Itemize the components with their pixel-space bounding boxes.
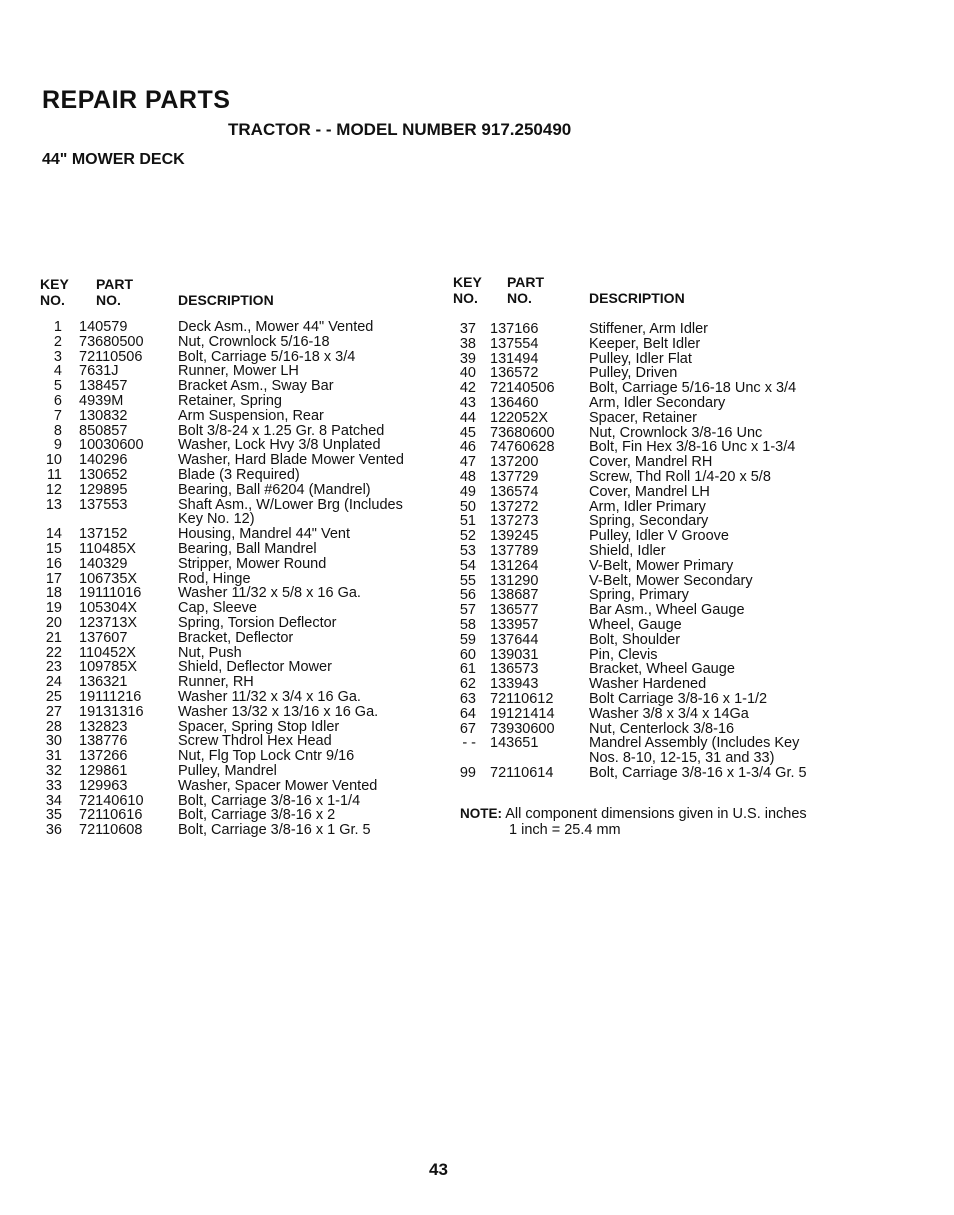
key-number: 32 [45,762,62,779]
part-description: Spring, Torsion Deflector [178,614,337,631]
part-description: Pulley, Idler Flat [589,350,692,367]
key-number: 7 [53,407,62,424]
key-number: 12 [45,481,62,498]
part-row [40,498,440,528]
part-row [40,364,440,379]
part-description: Washer 3/8 x 3/4 x 14Ga [589,705,749,722]
part-number: 139245 [490,528,539,545]
key-number: 67 [459,720,476,737]
part-number: 131264 [490,557,539,574]
part-description: Spacer, Spring Stop Idler [178,718,340,735]
key-number: 10 [45,452,62,469]
part-number: 19121414 [490,705,555,722]
part-row [452,588,832,603]
part-header-line2: NO. [96,292,121,308]
key-header-line2: NO. [40,292,65,308]
key-number: 19 [45,600,62,617]
key-number: 99 [459,764,476,781]
key-no-header-left [40,276,69,308]
part-number: 106735X [79,570,138,587]
part-description: Bolt, Carriage 5/16-18 Unc x 3/4 [589,380,797,397]
part-header-line1: PART [96,276,134,292]
part-number: 137266 [79,748,128,765]
part-row [452,736,832,766]
part-number: 133957 [490,616,539,633]
part-description: Shaft Asm., W/Lower Brg (Includes Key No. 12) [178,496,403,528]
part-number: 72140506 [490,380,555,397]
part-description: Spring, Primary [589,587,689,604]
part-description: Screw Thdrol Hex Head [178,733,332,750]
part-row [40,823,440,838]
key-number: 18 [45,585,62,602]
part-number: 110452X [79,644,136,661]
key-number: 55 [459,572,476,589]
part-description: Washer, Lock Hvy 3/8 Unplated [178,437,381,454]
part-header-line1: PART [507,274,545,290]
key-number: 43 [459,394,476,411]
model-subtitle: TRACTOR - - MODEL NUMBER 917.250490 [228,120,572,139]
part-description: Nut, Crownlock 3/8-16 Unc [589,424,763,441]
part-number: 136460 [490,394,539,411]
part-row [40,527,440,542]
part-description: Stiffener, Arm Idler [589,321,709,337]
part-description: Shield, Idler [589,542,666,559]
part-number: 132823 [79,718,128,735]
key-number: 31 [45,748,62,765]
part-number: 137200 [490,454,539,471]
key-header-line1: KEY [40,276,69,292]
part-row [40,320,440,335]
part-number: 72110506 [79,348,143,365]
key-header-line1: KEY [453,274,482,290]
key-number: 33 [45,777,62,794]
key-number: 46 [459,439,476,456]
key-number: 50 [459,498,476,515]
part-row [452,574,832,589]
part-description: V-Belt, Mower Secondary [589,572,753,589]
key-number: 4 [53,363,62,380]
key-number: 47 [459,454,476,471]
part-row [40,734,440,749]
key-no-header-right [453,274,482,306]
part-row [40,749,440,764]
part-row [452,366,832,381]
part-number: 140296 [79,452,128,469]
part-description: Wheel, Gauge [589,616,682,633]
key-number: 8 [53,422,62,439]
part-description: Bolt 3/8-24 x 1.25 Gr. 8 Patched [178,422,385,439]
key-number: 38 [459,335,476,352]
key-header-line2: NO. [453,290,478,306]
part-description: Pulley, Driven [589,365,678,382]
part-row [452,603,832,618]
part-description: Nut, Flg Top Lock Cntr 9/16 [178,748,355,765]
part-number: 129861 [79,762,128,779]
part-number: 19111016 [79,585,142,602]
part-description: Bracket Asm., Sway Bar [178,378,334,395]
part-row [452,707,832,722]
part-row [452,455,832,470]
page-title: REPAIR PARTS [42,86,231,114]
part-number: 4939M [79,392,124,409]
part-description: Pulley, Mandrel [178,762,277,779]
part-number: 137152 [79,526,128,543]
key-number: 13 [45,496,62,513]
part-row [452,544,832,559]
key-number: 36 [45,822,62,839]
key-number: 21 [45,629,62,646]
key-number: 54 [459,557,476,574]
part-row [40,720,440,735]
part-number: 72110608 [79,822,143,839]
part-number: 129963 [79,777,128,794]
key-number: 53 [459,542,476,559]
part-number: 139031 [490,646,539,663]
part-number: 131290 [490,572,539,589]
part-description: Bolt, Carriage 5/16-18 x 3/4 [178,348,356,365]
part-row [40,660,440,675]
part-description: Bearing, Ball #6204 (Mandrel) [178,481,371,498]
part-number: 137789 [490,542,539,559]
part-number: 137729 [490,468,539,485]
key-number: 17 [45,570,62,587]
part-description: Cover, Mandrel LH [589,483,710,500]
part-row [40,705,440,720]
part-row [452,352,832,367]
part-row [40,453,440,468]
part-description: Pulley, Idler V Groove [589,528,729,545]
key-number: 23 [45,659,62,676]
note-conversion: 1 inch = 25.4 mm [509,822,621,838]
part-description: Washer 11/32 x 5/8 x 16 Ga. [178,585,361,602]
part-number: 138687 [490,587,539,604]
key-number: 58 [459,616,476,633]
key-number: 60 [459,646,476,663]
key-number: 34 [45,792,62,809]
part-row [40,468,440,483]
part-row [452,500,832,515]
part-row [40,438,440,453]
part-row [452,559,832,574]
part-description: Bolt, Carriage 3/8-16 x 1 Gr. 5 [178,822,371,839]
part-row [452,411,832,426]
part-description: Rod, Hinge [178,570,251,587]
key-number: 22 [45,644,62,661]
part-row [40,601,440,616]
part-description: Nut, Centerlock 3/8-16 [589,720,735,737]
part-number: 105304X [79,600,138,617]
key-number: 2 [53,333,62,350]
part-number: 130832 [79,407,128,424]
part-description: Bolt Carriage 3/8-16 x 1-1/2 [589,690,768,707]
parts-list-right [452,322,832,781]
key-number: 51 [459,513,476,530]
part-number: 140579 [79,319,128,335]
key-number: 37 [459,321,476,337]
part-row [40,572,440,587]
key-number: 30 [45,733,62,750]
part-row [452,692,832,707]
key-number: 52 [459,528,476,545]
part-description: Washer, Spacer Mower Vented [178,777,378,794]
part-number: 137554 [490,335,539,352]
part-row [452,618,832,633]
part-number: 72110614 [490,764,554,781]
part-number: 136321 [79,674,128,691]
part-description: Washer Hardened [589,676,707,693]
key-number: 15 [45,540,62,557]
note-label: NOTE: [460,806,502,821]
key-number: 35 [45,807,62,824]
key-number: 61 [459,661,476,678]
part-description: Runner, RH [178,674,254,691]
part-row [40,764,440,779]
part-row [40,335,440,350]
part-row [452,470,832,485]
part-description: Cover, Mandrel RH [589,454,713,471]
part-row [452,514,832,529]
key-number: 14 [45,526,62,543]
part-description: Nut, Push [178,644,242,661]
part-row [40,394,440,409]
part-number: 72110616 [79,807,143,824]
part-description: Blade (3 Required) [178,466,300,483]
description-header-left: DESCRIPTION [178,292,274,308]
part-row [452,440,832,455]
key-number: 9 [53,437,62,454]
dimension-note [460,806,807,838]
part-row [452,426,832,441]
part-number: 122052X [490,409,549,426]
part-number: 130652 [79,466,128,483]
part-number: 136573 [490,661,539,678]
part-number: 137272 [490,498,539,515]
key-number: 64 [459,705,476,722]
part-number: 138457 [79,378,128,395]
part-description: Arm, Idler Secondary [589,394,726,411]
part-description: Bolt, Carriage 3/8-16 x 2 [178,807,336,824]
part-description: Runner, Mower LH [178,363,299,380]
part-number: 131494 [490,350,539,367]
part-number: 136572 [490,365,539,382]
part-number: 110485X [79,540,136,557]
part-number: 73680600 [490,424,555,441]
part-row [452,396,832,411]
key-number: 63 [459,690,476,707]
part-number: 72140610 [79,792,144,809]
description-header-right: DESCRIPTION [589,290,685,306]
key-number: 3 [53,348,62,365]
part-row [40,586,440,601]
part-description: Nut, Crownlock 5/16-18 [178,333,330,350]
part-description: Washer 13/32 x 13/16 x 16 Ga. [178,703,379,720]
section-heading: 44" MOWER DECK [42,151,185,168]
key-number: 16 [45,555,62,572]
part-number: 137166 [490,321,539,337]
key-number: 48 [459,468,476,485]
part-description: Bolt, Shoulder [589,631,681,648]
key-number: 11 [46,466,62,483]
part-row [40,794,440,809]
part-description: Spring, Secondary [589,513,709,530]
key-number: 5 [53,378,62,395]
part-number: 137607 [79,629,128,646]
key-number: 24 [45,674,62,691]
part-row [40,557,440,572]
key-number: 28 [45,718,62,735]
part-row [40,483,440,498]
part-row [40,424,440,439]
part-description: Bracket, Wheel Gauge [589,661,735,678]
part-description: Keeper, Belt Idler [589,335,701,352]
part-number: 73930600 [490,720,555,737]
part-row [452,529,832,544]
part-description: Bolt, Fin Hex 3/8-16 Unc x 1-3/4 [589,439,796,456]
part-number: 10030600 [79,437,144,454]
part-row [40,409,440,424]
key-number: 42 [459,380,476,397]
key-number: 39 [459,350,476,367]
part-row [452,337,832,352]
part-description: Cap, Sleeve [178,600,257,617]
part-row [40,350,440,365]
part-number: 123713X [79,614,138,631]
part-row [40,616,440,631]
part-number: 136577 [490,602,539,619]
part-description: Bearing, Ball Mandrel [178,540,317,557]
part-row [40,631,440,646]
part-row [40,542,440,557]
part-description: Shield, Deflector Mower [178,659,332,676]
key-number: 57 [459,602,476,619]
part-description: Deck Asm., Mower 44" Vented [178,319,374,335]
part-row [452,381,832,396]
part-number: 129895 [79,481,128,498]
part-number: 74760628 [490,439,555,456]
key-number: 40 [459,365,476,382]
key-number: 56 [459,587,476,604]
part-description: Bolt, Carriage 3/8-16 x 1-3/4 Gr. 5 [589,764,807,781]
part-description: Stripper, Mower Round [178,555,327,572]
part-no-header-right [507,274,544,306]
part-row [40,690,440,705]
part-description: Arm Suspension, Rear [178,407,324,424]
key-number: 6 [53,392,62,409]
part-description: Screw, Thd Roll 1/4-20 x 5/8 [589,468,771,485]
part-number: 73680500 [79,333,144,350]
part-description: Retainer, Spring [178,392,282,409]
part-header-line2: NO. [507,290,532,306]
key-number: 25 [45,688,62,705]
part-description: Housing, Mandrel 44" Vent [178,526,351,543]
page-number: 43 [429,1160,448,1179]
part-no-header-left [96,276,133,308]
part-description: Pin, Clevis [589,646,658,663]
part-number: 19131316 [79,703,144,720]
part-description: V-Belt, Mower Primary [589,557,734,574]
part-number: 133943 [490,676,539,693]
key-number: 27 [45,703,62,720]
part-number: 136574 [490,483,539,500]
part-description: Arm, Idler Primary [589,498,706,515]
key-number: 59 [459,631,476,648]
note-text: All component dimensions given in U.S. inches [505,806,807,822]
part-row [452,662,832,677]
part-number: 19111216 [79,688,142,705]
part-row [40,379,440,394]
part-number: 850857 [79,422,128,439]
key-number: 20 [45,614,62,631]
part-row [452,722,832,737]
key-number: 62 [459,676,476,693]
part-number: 140329 [79,555,128,572]
part-number: 109785X [79,659,138,676]
part-description: Washer 11/32 x 3/4 x 16 Ga. [178,688,361,705]
key-number: 1 [53,319,62,335]
part-description: Bracket, Deflector [178,629,294,646]
key-number: 49 [459,483,476,500]
key-number: 45 [459,424,476,441]
part-description: Mandrel Assembly (Includes Key Nos. 8-10, 12-15, 31 and 33) [589,735,800,767]
part-row [40,808,440,823]
part-row [452,677,832,692]
part-description: Bar Asm., Wheel Gauge [589,602,745,619]
part-description: Bolt, Carriage 3/8-16 x 1-1/4 [178,792,361,809]
part-row [452,766,832,781]
part-row [40,675,440,690]
part-number: 137273 [490,513,539,530]
part-description: Spacer, Retainer [589,409,698,426]
key-number: 44 [459,409,476,426]
key-number: - - [462,735,476,752]
parts-list-left [40,320,440,838]
part-row [452,485,832,500]
part-number: 137553 [79,496,128,513]
part-row [452,648,832,663]
part-number: 138776 [79,733,128,750]
part-number: 137644 [490,631,539,648]
part-number: 72110612 [490,690,554,707]
part-row [452,633,832,648]
part-number: 7631J [79,363,119,380]
part-description: Washer, Hard Blade Mower Vented [178,452,404,469]
part-row [40,646,440,661]
part-number: 143651 [490,735,539,752]
part-row [40,779,440,794]
part-row [452,322,832,337]
